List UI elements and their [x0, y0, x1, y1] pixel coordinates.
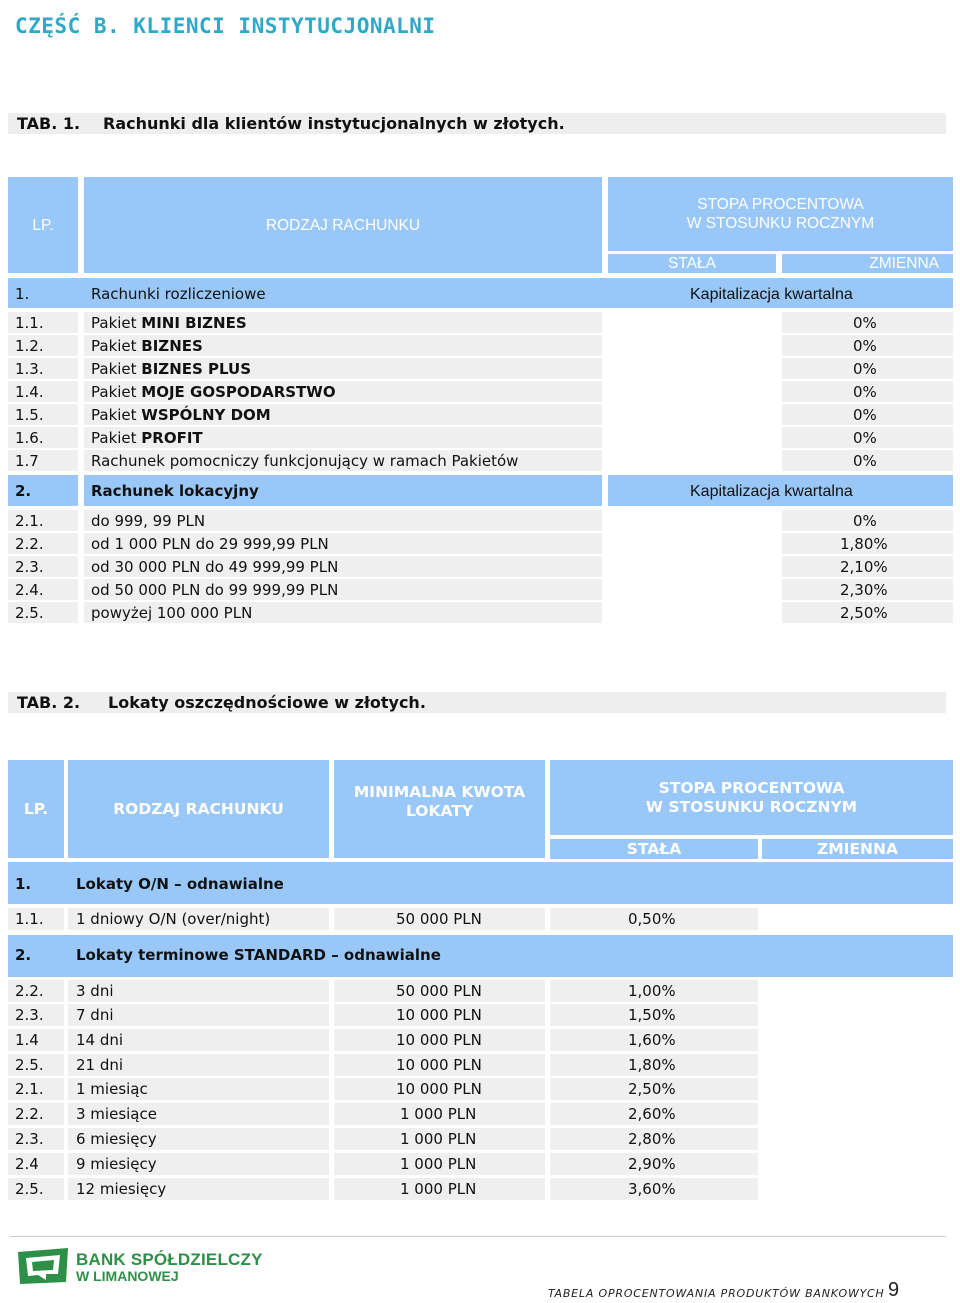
tab2-caption — [8, 692, 946, 713]
tab2-row-name: 21 dni — [76, 1056, 124, 1074]
tab2-header-stopa — [550, 760, 953, 835]
tab2-row-rate: 2,60% — [628, 1105, 676, 1123]
tab1-group1-label: Rachunki rozliczeniowe — [91, 285, 266, 303]
tab1-row-name — [91, 359, 251, 379]
bank-name-line1: BANK SPÓŁDZIELCZY — [76, 1250, 263, 1269]
tab2-row-lp: 2.5. — [15, 1180, 44, 1198]
tab2-row-name: 3 dni — [76, 982, 114, 1000]
tab1-group2-label: Rachunek lokacyjny — [91, 482, 259, 500]
tab2-row-name: 9 miesięcy — [76, 1155, 157, 1173]
tab2-row-amount: 10 000 PLN — [396, 1006, 482, 1024]
tab2-row-amount: 10 000 PLN — [396, 1056, 482, 1074]
tab1-header-lp-label: LP. — [32, 216, 54, 234]
tab2-row-rate: 1,80% — [628, 1056, 676, 1074]
tab1-header-zmienna-label: ZMIENNA — [869, 255, 939, 272]
tab1-row-name: od 30 000 PLN do 49 999,99 PLN — [91, 558, 339, 576]
tab2-row-rate: 2,50% — [628, 1080, 676, 1098]
tab1-row-lp: 1.3. — [15, 360, 44, 378]
tab2-row-rate: 3,60% — [628, 1180, 676, 1198]
tab1-row-rate: 0% — [853, 512, 877, 530]
tab1-header-stopa — [608, 177, 953, 251]
tab2-row-rate: 1,50% — [628, 1006, 676, 1024]
tab1-row-lp: 1.2. — [15, 337, 44, 355]
tab2-row-rate: 2,80% — [628, 1130, 676, 1148]
tab2-row-name: 1 dniowy O/N (over/night) — [76, 910, 271, 928]
tab2-number: TAB. 2. — [17, 693, 81, 712]
tab1-group2-lp: 2. — [15, 482, 32, 500]
tab1-header-stala-label: STAŁA — [668, 255, 716, 272]
tab1-row-rate: 0% — [853, 452, 877, 470]
tab2-row-rate: 1,60% — [628, 1031, 676, 1049]
tab1-header-stopa-line1: STOPA PROCENTOWA — [697, 196, 864, 213]
tab2-group2-lp: 2. — [15, 946, 32, 964]
tab1-row-name — [91, 382, 336, 402]
tab2-row-name: 7 dni — [76, 1006, 114, 1024]
tab1-group1-note: Kapitalizacja kwartalna — [690, 286, 853, 303]
section-title: CZĘŚĆ B. KLIENCI INSTYTUCJONALNI — [15, 14, 436, 38]
tab2-header-zmienna-label: ZMIENNA — [817, 839, 898, 858]
tab2-row-amount: 50 000 PLN — [396, 910, 482, 928]
tab2-group1-lp: 1. — [15, 875, 32, 893]
tab2-row-lp: 1.4 — [15, 1031, 39, 1049]
tab1-header-rodzaj-label: RODZAJ RACHUNKU — [265, 216, 421, 234]
tab1-row-rate: 0% — [853, 406, 877, 424]
tab1-row-lp: 1.6. — [15, 429, 44, 447]
tab2-row-name: 6 miesięcy — [76, 1130, 157, 1148]
tab2-row-rate: 2,90% — [628, 1155, 676, 1173]
tab1-caption — [8, 113, 946, 134]
tab2-row-amount: 1 000 PLN — [400, 1180, 477, 1198]
tab1-row-lp: 1.4. — [15, 383, 44, 401]
tab2-header-zmienna — [762, 839, 953, 859]
tab2-row-lp: 2.2. — [15, 982, 44, 1000]
tab2-header-min — [334, 760, 545, 858]
tab1-row-rate: 2,30% — [840, 581, 888, 599]
tab2-row-amount: 1 000 PLN — [400, 1130, 477, 1148]
tab1-header-stala — [608, 254, 776, 273]
row-product: BIZNES PLUS — [141, 360, 252, 378]
tab1-row-rate: 0% — [853, 337, 877, 355]
tab1-row-name — [91, 336, 203, 356]
tab2-header-min-line1: MINIMALNA KWOTA — [353, 783, 526, 801]
bank-logo-icon — [16, 1246, 70, 1290]
tab2-row-name: 1 miesiąc — [76, 1080, 148, 1098]
tab2-header-rodzaj-label: RODZAJ RACHUNKU — [113, 799, 284, 818]
tab2-title: Lokaty oszczędnościowe w złotych. — [108, 693, 426, 712]
bank-name-line2: W LIMANOWEJ — [76, 1268, 179, 1284]
row-product: WSPÓLNY DOM — [141, 406, 271, 424]
tab1-header-lp — [8, 177, 78, 273]
row-prefix: Pakiet — [91, 337, 142, 355]
tab1-row-lp: 2.4. — [15, 581, 44, 599]
row-product: BIZNES — [141, 337, 203, 355]
tab2-row-name: 12 miesięcy — [76, 1180, 167, 1198]
tab1-row-rate: 0% — [853, 383, 877, 401]
tab2-row-rate: 1,00% — [628, 982, 676, 1000]
tab2-header-rodzaj — [68, 760, 329, 858]
tab2-row-lp: 2.4 — [15, 1155, 39, 1173]
footer-doc-title: TABELA OPROCENTOWANIA PRODUKTÓW BANKOWYCH — [548, 1287, 885, 1300]
footer-divider — [10, 1236, 946, 1237]
tab1-row-rate: 0% — [853, 314, 877, 332]
tab1-row-name: powyżej 100 000 PLN — [91, 604, 253, 622]
tab2-header-lp-label: LP. — [23, 799, 49, 818]
tab1-row-lp: 1.5. — [15, 406, 44, 424]
tab2-row-name: 3 miesiące — [76, 1105, 157, 1123]
tab2-header-stala — [550, 839, 758, 859]
tab2-row-rate: 0,50% — [628, 910, 676, 928]
tab1-row-rate: 2,10% — [840, 558, 888, 576]
tab2-row-amount: 10 000 PLN — [396, 1080, 482, 1098]
tab2-row-amount: 10 000 PLN — [396, 1031, 482, 1049]
tab2-header-stopa-line2: W STOSUNKU ROCZNYM — [645, 797, 858, 816]
tab2-row-lp: 1.1. — [15, 910, 44, 928]
tab1-row-name — [91, 451, 518, 471]
tab1-row-name: od 1 000 PLN do 29 999,99 PLN — [91, 535, 329, 553]
tab1-row-lp: 2.1. — [15, 512, 44, 530]
tab2-header-lp — [8, 760, 64, 858]
tab2-row-amount: 1 000 PLN — [400, 1105, 477, 1123]
tab1-row-name — [91, 313, 247, 333]
tab2-row-lp: 2.5. — [15, 1056, 44, 1074]
page-number: 9 — [888, 1279, 900, 1301]
row-prefix: Pakiet — [91, 314, 142, 332]
tab1-row-lp: 2.3. — [15, 558, 44, 576]
tab1-row-lp: 1.1. — [15, 314, 44, 332]
tab1-group2-note: Kapitalizacja kwartalna — [690, 483, 853, 500]
row-product: MINI BIZNES — [141, 314, 247, 332]
tab2-row-lp: 2.3. — [15, 1130, 44, 1148]
tab2-row-name: 14 dni — [76, 1031, 124, 1049]
tab1-row-lp: 2.2. — [15, 535, 44, 553]
tab1-row-rate: 0% — [853, 429, 877, 447]
tab1-row-name: od 50 000 PLN do 99 999,99 PLN — [91, 581, 339, 599]
row-prefix: Pakiet — [91, 406, 142, 424]
tab1-header-rodzaj — [84, 177, 602, 273]
tab1-row-lp: 1.7 — [15, 452, 39, 470]
row-product: MOJE GOSPODARSTWO — [141, 383, 336, 401]
row-prefix: Pakiet — [91, 383, 142, 401]
tab2-group1-label: Lokaty O/N – odnawialne — [76, 875, 284, 893]
tab2-group2-label: Lokaty terminowe STANDARD – odnawialne — [76, 946, 441, 964]
tab1-row-rate: 2,50% — [840, 604, 888, 622]
tab2-row-lp: 2.1. — [15, 1080, 44, 1098]
row-product: PROFIT — [141, 429, 203, 447]
tab1-row-name: do 999, 99 PLN — [91, 512, 206, 530]
tab2-header-min-line2: LOKATY — [405, 802, 474, 820]
tab2-row-lp: 2.3. — [15, 1006, 44, 1024]
tab1-title: Rachunki dla klientów instytucjonalnych w złotych. — [103, 114, 565, 133]
tab1-header-stopa-line2: W STOSUNKU ROCZNYM — [686, 215, 875, 232]
tab1-row-name — [91, 405, 271, 425]
tab2-row-amount: 50 000 PLN — [396, 982, 482, 1000]
tab1-group1-lp: 1. — [15, 285, 30, 303]
tab1-row-lp: 2.5. — [15, 604, 44, 622]
tab1-row-rate: 0% — [853, 360, 877, 378]
row-prefix: Pakiet — [91, 360, 142, 378]
tab1-header-zmienna — [782, 254, 953, 273]
tab1-row-rate: 1,80% — [840, 535, 888, 553]
tab2-row-amount: 1 000 PLN — [400, 1155, 477, 1173]
row-prefix: Rachunek pomocniczy funkcjonujący w ramach Pakietów — [91, 452, 519, 470]
tab2-header-stala-label: STAŁA — [626, 839, 682, 858]
tab1-number: TAB. 1. — [17, 114, 81, 133]
tab2-row-lp: 2.2. — [15, 1105, 44, 1123]
row-prefix: Pakiet — [91, 429, 142, 447]
tab1-row-name — [91, 428, 203, 448]
tab2-header-stopa-line1: STOPA PROCENTOWA — [658, 778, 845, 797]
